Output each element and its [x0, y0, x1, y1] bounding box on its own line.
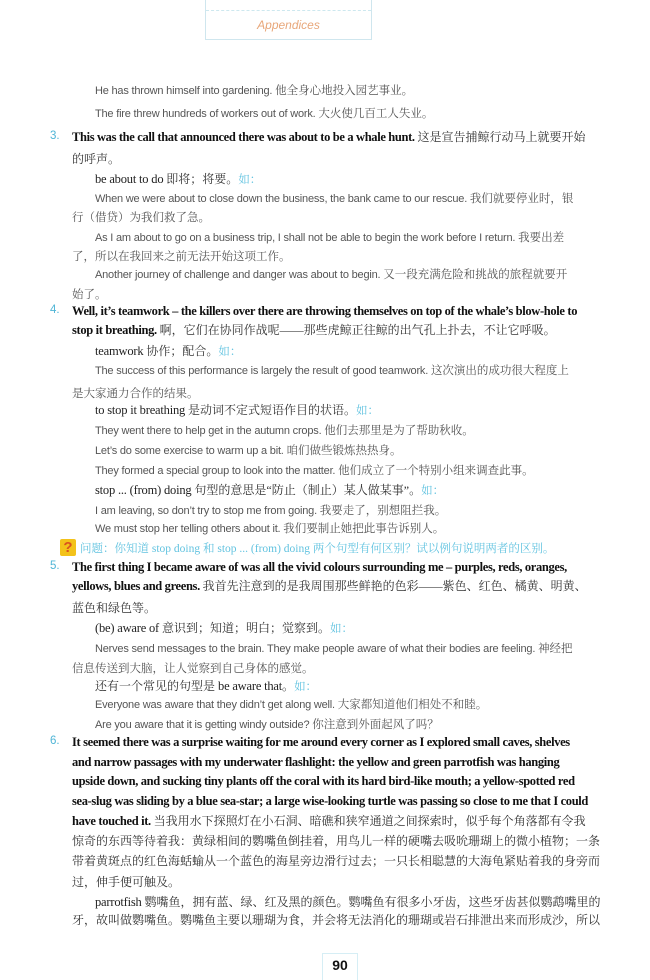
text-line	[95, 402, 379, 419]
example-label: 如：	[421, 485, 445, 497]
example-sentence: Everyone was aware that they didn’t get along well.	[95, 699, 338, 711]
source-sentence: It seemed there was a surprise waiting for me around every corner as I explored small caves, shelves	[72, 735, 570, 749]
example-sentence: The success of this performance is largely the result of good teamwork.	[95, 365, 431, 377]
example-translation: 神经把	[538, 643, 573, 655]
text-line	[95, 482, 444, 499]
source-sentence: The first thing I became aware of was all the vivid colours surrounding me – purples, reds, oranges,	[72, 560, 567, 574]
chinese-explanation: 是动词不定式短语作目的状语。	[188, 403, 357, 417]
source-sentence: Well, it’s teamwork – the killers over there are throwing themselves on top of the whale’s blow-hole to	[72, 304, 578, 318]
text-line	[95, 716, 439, 733]
question-icon: ?	[60, 539, 76, 556]
text-line	[72, 385, 199, 402]
example-label: 如：	[218, 346, 242, 358]
text-line	[95, 640, 573, 657]
text-line	[72, 793, 588, 809]
example-sentence: Let’s do some exercise to warm up a bit.	[95, 445, 287, 457]
example-translation: 咱们做些锻炼热热身。	[286, 445, 402, 457]
source-sentence: This was the call that announced there was about to be a whale hunt.	[72, 130, 418, 144]
text-line	[95, 894, 601, 910]
text-line	[72, 813, 586, 829]
chinese-explanation: 鹦嘴鱼，拥有蓝、绿、红及黑的颜色。鹦嘴鱼有很多小牙齿，这些牙齿甚似鹦鹉嘴里的	[144, 895, 601, 909]
chinese-explanation: 即将；将要。	[166, 172, 239, 186]
example-sentence: As I am about to go on a business trip, I shall not be able to begin the work before I return.	[95, 232, 519, 244]
text-line	[72, 833, 600, 849]
example-translation: 我们就要停业时，银	[469, 193, 574, 205]
text-line	[95, 343, 241, 360]
running-header	[205, 0, 372, 40]
text-line	[95, 502, 446, 519]
page-number: 90	[322, 953, 358, 980]
chinese-explanation: 。	[282, 679, 295, 693]
text-line	[72, 874, 180, 890]
source-sentence: stop it breathing.	[72, 323, 160, 337]
text-line	[95, 362, 569, 379]
example-sentence: We must stop her telling others about it.	[95, 523, 284, 535]
example-translation: 你注意到外面起风了吗？	[312, 719, 439, 731]
example-translation: 他们成立了一个特别小组来调查此事。	[338, 465, 534, 477]
text-line	[95, 190, 573, 207]
text-line	[95, 422, 474, 439]
question-prompt: 问题：你知道 stop doing 和 stop ... (from) doing 两个句型有何区别？试以例句说明两者的区别。	[80, 543, 555, 555]
example-sentence: The fire threw hundreds of workers out of work.	[95, 108, 319, 120]
text-line	[95, 620, 353, 637]
chinese-explanation: 协作；配合。	[146, 344, 219, 358]
chinese-explanation: 蓝色和绿色等。	[72, 601, 157, 615]
key-phrase: teamwork	[95, 344, 147, 358]
example-translation: 这次演出的成功很大程度上	[430, 365, 569, 377]
example-translation: 我要走了，别想阻拦我。	[319, 505, 447, 517]
item-number: 5.	[50, 560, 60, 572]
example-translation: 大家都知道他们相处不和睦。	[337, 699, 488, 711]
text-line	[95, 678, 317, 695]
source-sentence: and narrow passages with my underwater flashlight: the yellow and green parrotfish was hanging	[72, 755, 560, 769]
text-line	[72, 578, 587, 594]
chinese-explanation: 啊，它们在协同作战呢——那些虎鲸正往鲸的出气孔上扑去，不让它呼吸。	[159, 323, 556, 337]
source-sentence: yellows, blues and greens.	[72, 579, 203, 593]
key-phrase: stop ... (from) doing	[95, 483, 195, 497]
text-line	[72, 129, 585, 145]
text-line	[72, 559, 567, 575]
key-phrase: to stop it breathing	[95, 403, 189, 417]
text-line	[72, 754, 559, 770]
example-translation: 又一段充满危险和挑战的旅程就要开	[383, 269, 568, 281]
example-label: 如：	[294, 681, 318, 693]
key-phrase: be about to do	[95, 172, 167, 186]
key-phrase: (be) aware of	[95, 621, 162, 635]
example-translation: 行（借贷）为我们救了急。	[72, 212, 210, 224]
example-sentence: Are you aware that it is getting windy outside?	[95, 719, 313, 731]
text-line	[95, 82, 413, 99]
chinese-explanation: 意识到；知道；明白；觉察到。	[161, 621, 330, 635]
example-translation: 大火使几百工人失业。	[318, 108, 434, 120]
text-line	[72, 303, 577, 319]
text-line	[95, 229, 564, 246]
key-phrase: parrotfish	[95, 895, 145, 909]
text-line	[95, 462, 534, 479]
example-sentence: When we were about to close down the business, the bank came to our rescue.	[95, 193, 470, 205]
text-line	[95, 105, 433, 122]
chinese-explanation: 的呼声。	[72, 152, 121, 166]
example-translation: 我们要制止她把此事告诉别人。	[283, 523, 445, 535]
example-translation: 我要出差	[518, 232, 565, 244]
section-title: Appendices	[257, 18, 320, 32]
example-label: 如：	[329, 623, 353, 635]
source-sentence: have touched it.	[72, 814, 154, 828]
example-sentence: I am leaving, so don’t try to stop me from going.	[95, 505, 320, 517]
chinese-explanation: 惊奇的东西等待着我：黄绿相间的鹦嘴鱼倒挂着，用鸟儿一样的硬嘴去吸吮珊瑚上的微小植物；一条	[72, 834, 601, 848]
text-line	[72, 151, 120, 167]
example-translation: 他全身心地投入园艺事业。	[275, 85, 414, 97]
text-line	[80, 540, 554, 557]
text-line	[72, 912, 600, 928]
chinese-explanation: 带着黄斑点的红色海蛞蝓从一个蓝色的海星旁边滑行过去；一只长相聪慧的大海龟紧贴着我的身旁而	[72, 854, 601, 868]
item-number: 4.	[50, 304, 60, 316]
example-translation: 他们去那里是为了帮助秋收。	[324, 425, 474, 437]
source-sentence: upside down, and sucking tiny plants off the coral with its hard bird-like mouth; a yellow-spotted red	[72, 774, 575, 788]
chinese-explanation: 句型的意思是“防止（制止）某人做某事”。	[194, 483, 422, 497]
example-translation: 信息传送到大脑，让人觉察到自己身体的感觉。	[72, 663, 314, 675]
item-number: 6.	[50, 735, 60, 747]
text-line	[72, 322, 556, 338]
example-translation: 了，所以在我回来之前无法开始这项工作。	[72, 251, 291, 263]
example-label: 如：	[238, 174, 262, 186]
example-translation: 是大家通力合作的结果。	[72, 388, 199, 400]
text-line	[72, 286, 107, 303]
chinese-explanation: 我首先注意到的是我周围那些鲜艳的色彩——紫色、红色、橘黄、明黄、	[202, 579, 587, 593]
text-line	[95, 442, 402, 459]
text-line	[95, 171, 261, 188]
item-number: 3.	[50, 130, 60, 142]
chinese-explanation: 牙，故叫做鹦嘴鱼。鹦嘴鱼主要以珊瑚为食，并会将无法消化的珊瑚或岩石排泄出来而形成沙，所以	[72, 913, 601, 927]
example-sentence: Nerves send messages to the brain. They make people aware of what their bodies are feeling.	[95, 643, 539, 655]
text-line	[95, 696, 487, 713]
text-line	[72, 853, 600, 869]
text-line	[72, 209, 210, 226]
example-sentence: Another journey of challenge and danger was about to begin.	[95, 269, 384, 281]
chinese-explanation: 当我用水下探照灯在小石洞、暗礁和狭窄通道之间探索时，似乎每个角落都有令我	[153, 814, 586, 828]
example-sentence: They went there to help get in the autumn crops.	[95, 425, 325, 437]
text-line	[72, 773, 575, 789]
text-line	[72, 248, 291, 265]
text-line	[72, 600, 156, 616]
header-rule	[206, 10, 371, 11]
key-phrase: be aware that	[218, 679, 283, 693]
example-sentence: They formed a special group to look into the matter.	[95, 465, 339, 477]
text-line	[95, 520, 444, 537]
chinese-explanation: 还有一个常见的句型是	[95, 679, 219, 693]
example-translation: 始了。	[72, 289, 107, 301]
example-label: 如：	[356, 405, 380, 417]
source-sentence: sea-slug was sliding by a blue sea-star; a large wise-looking turtle was passing so close to me that I could	[72, 794, 589, 808]
text-line	[72, 734, 570, 750]
chinese-explanation: 这是宣告捕鲸行动马上就要开始	[417, 130, 586, 144]
example-sentence: He has thrown himself into gardening.	[95, 85, 276, 97]
text-line	[95, 266, 567, 283]
text-line	[72, 660, 314, 677]
chinese-explanation: 过，伸手便可触及。	[72, 875, 181, 889]
